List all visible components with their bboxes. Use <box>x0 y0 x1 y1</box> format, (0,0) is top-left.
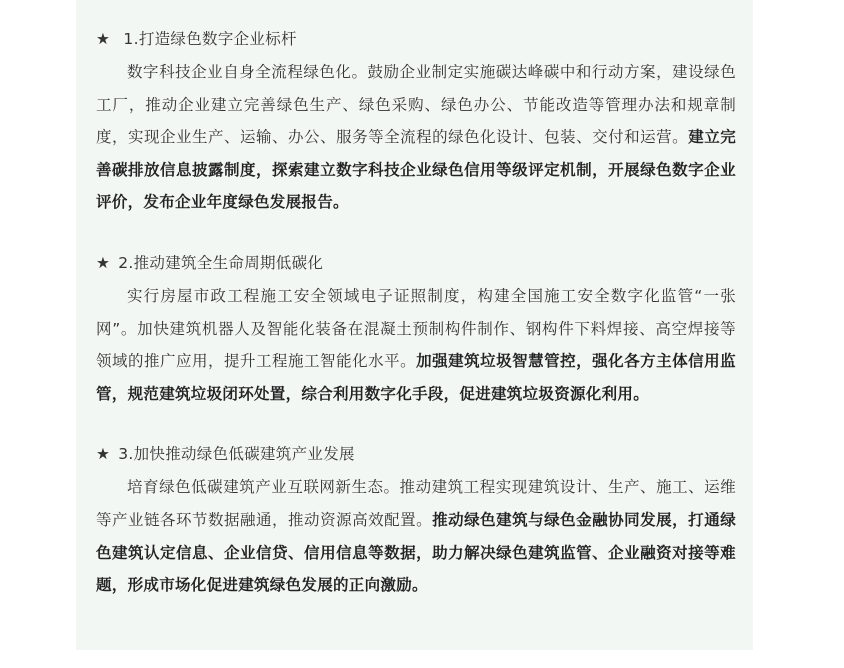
section-title <box>96 251 736 280</box>
paragraph-text: 实行房屋市政工程施工安全领域电子证照制度，构建全国施工安全数字化监管“一张网”。加快建筑机器人及智能化装备在混凝土预制构件制作、钢构件下料焊接、高空焊接等领域的推广应用，提升工程施工智能化水平。 <box>96 286 736 371</box>
article-panel <box>76 0 753 650</box>
star-icon: ★ <box>96 445 111 464</box>
section-title-text: 2.推动建筑全生命周期低碳化 <box>118 253 324 272</box>
section-title <box>96 27 736 56</box>
section-title-text: 1.打造绿色数字企业标杆 <box>118 30 297 48</box>
article-content <box>96 27 736 634</box>
star-icon: ★ <box>96 30 111 48</box>
paragraph-text: 数字科技企业自身全流程绿色化。鼓励企业制定实施碳达峰碳中和行动方案，建设绿色工厂，推动企业建立完善绿色生产、绿色采购、绿色办公、节能改造等管理办法和规章制度，实现企业生产、运输、办公、服务等全流程的绿色化设计、包装、交付和运营。 <box>96 63 736 147</box>
section-title <box>96 442 736 471</box>
section-3 <box>96 442 736 601</box>
paragraph-text: 培育绿色低碳建筑产业互联网新生态。推动建筑工程实现建筑设计、生产、施工、运维等产业链各环节数据融通，推动资源高效配置。 <box>96 478 736 529</box>
paragraph-emphasis: 建立完善碳排放信息披露制度，探索建立数字科技企业绿色信用等级评定机制，开展绿色数字企业评价，发布企业年度绿色发展报告。 <box>96 128 736 212</box>
section-title-text: 3.加快推动绿色低碳建筑产业发展 <box>118 445 355 464</box>
star-icon: ★ <box>96 253 111 272</box>
paragraph-emphasis: 加强建筑垃圾智慧管控，强化各方主体信用监管，规范建筑垃圾闭环处置，综合利用数字化手段，促进建筑垃圾资源化利用。 <box>96 352 736 403</box>
section-2 <box>96 251 736 410</box>
section-paragraph <box>96 280 736 410</box>
section-paragraph <box>96 471 736 601</box>
section-1 <box>96 27 736 219</box>
section-paragraph <box>96 56 736 219</box>
paragraph-emphasis: 推动绿色建筑与绿色金融协同发展，打通绿色建筑认定信息、企业信贷、信用信息等数据，助力解决绿色建筑监管、企业融资对接等难题，形成市场化促进建筑绿色发展的正向激励。 <box>96 510 736 595</box>
